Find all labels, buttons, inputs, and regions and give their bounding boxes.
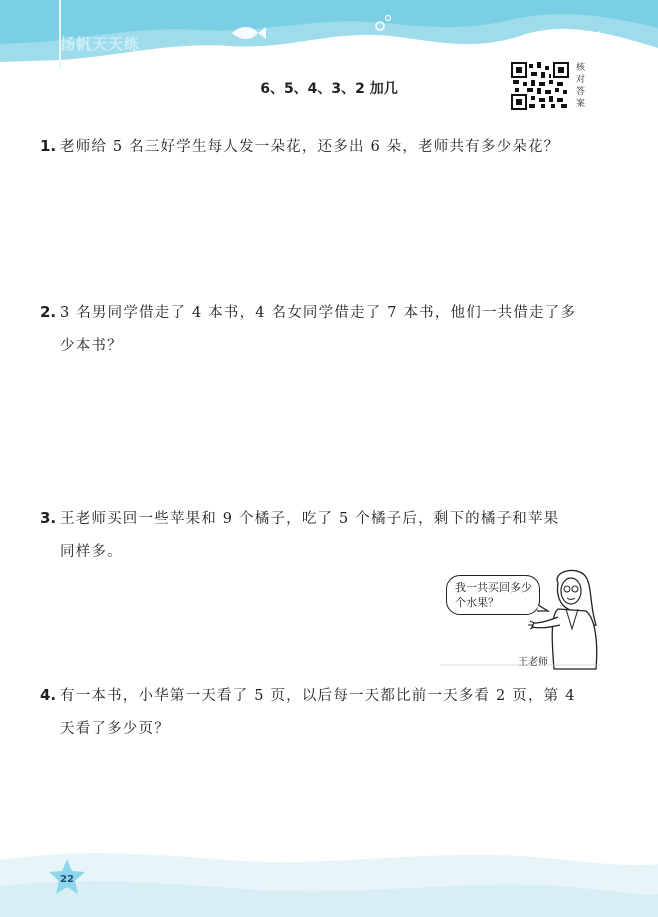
question-text [60, 131, 608, 164]
speech-bubble-text: 我一共买回多少个水果？ [455, 581, 532, 609]
footer-wave-shape [0, 840, 658, 917]
question-line: 少本书？ [60, 338, 123, 354]
question-line: 天看了多少页？ [60, 721, 170, 737]
question-line: 同样多。 [60, 544, 123, 560]
footer-wave [0, 840, 658, 917]
lesson-title: 6、5、4、3、2 加几 [260, 81, 398, 97]
question-number: 1. [40, 137, 57, 155]
question-number: 2. [40, 303, 57, 321]
qr-check-answers-label: 核对答案 [576, 63, 586, 109]
qr-code-icon[interactable] [511, 62, 569, 110]
question-number: 3. [40, 509, 57, 527]
header-banner [0, 0, 658, 70]
page-number: 22 [60, 874, 74, 885]
teacher-illustration [440, 565, 600, 670]
question-text [60, 297, 608, 363]
teacher-name-label: 王老师 [518, 657, 548, 668]
question-line: 3 名男同学借走了 4 本书，4 名女同学借走了 7 本书，他们一共借走了多 [60, 305, 577, 321]
brand-logo-text: 扬帆天天练 [60, 35, 141, 53]
question-number: 4. [40, 686, 57, 704]
question-text [60, 503, 608, 569]
question-line: 王老师买回一些苹果和 9 个橘子，吃了 5 个橘子后，剩下的橘子和苹果 [60, 511, 560, 527]
question-text [60, 680, 608, 746]
question-line: 有一本书，小华第一天看了 5 页，以后每一天都比前一天多看 2 页，第 4 [60, 688, 576, 704]
question-line: 老师给 5 名三好学生每人发一朵花，还多出 6 朵，老师共有多少朵花？ [60, 139, 560, 155]
